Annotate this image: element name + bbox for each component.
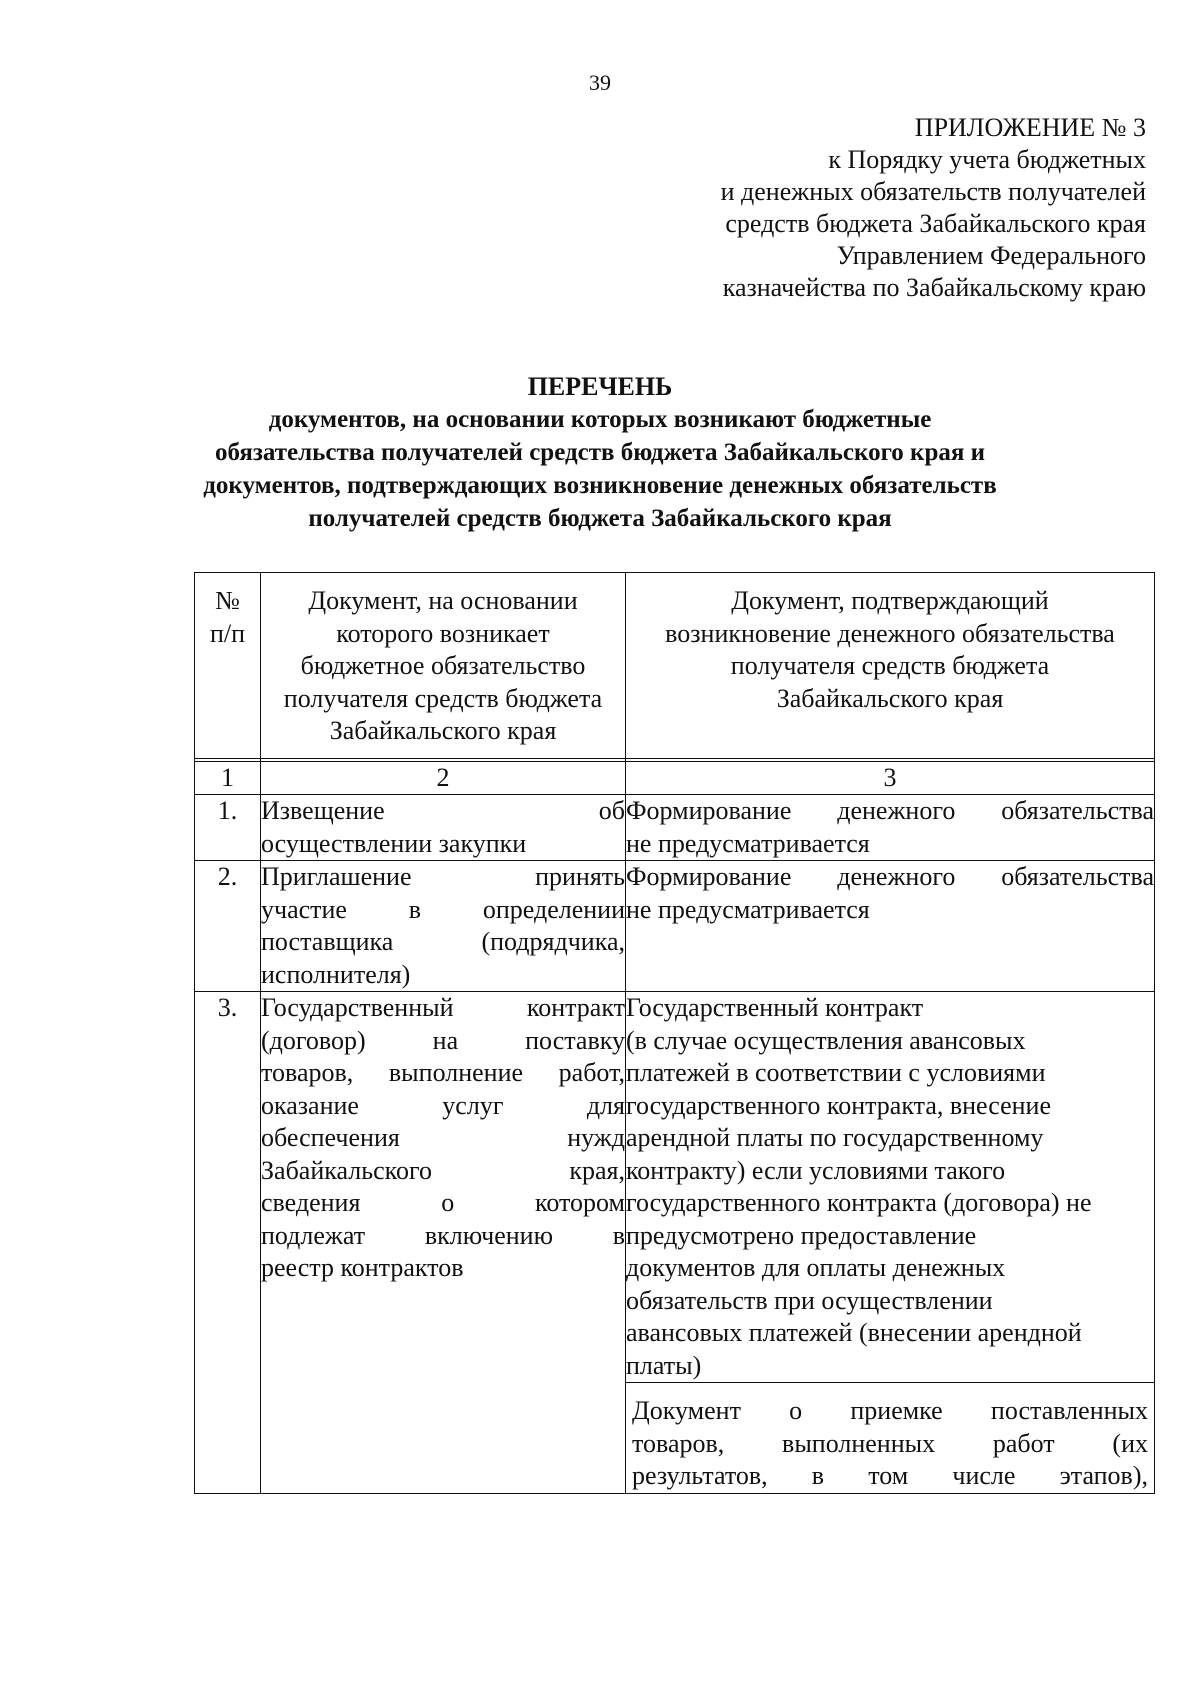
appendix-line: ПРИЛОЖЕНИЕ № 3 (914, 113, 1146, 142)
cell-text: государственного контракта (договора) не (626, 1188, 1092, 1217)
row-number: 3. (195, 992, 261, 1494)
basis-document-cell (261, 992, 626, 1494)
cell-text: Забайкальского края, (261, 1155, 625, 1185)
cell-text: Документ о приемке поставленных (632, 1396, 1148, 1425)
cell-text: Формирование денежного обязательства (626, 796, 1154, 825)
cell-text: Государственный контракт (626, 993, 924, 1022)
header-text: получателя средств бюджета (283, 683, 603, 713)
header-text: получателя средств бюджета (730, 651, 1050, 680)
column-number: 1 (195, 761, 261, 795)
header-cell-basis-document (261, 573, 626, 759)
column-number-row (195, 761, 1155, 795)
cell-text: осуществлении закупки (261, 828, 527, 858)
cell-text: товаров, выполнение работ, (261, 1058, 625, 1087)
header-text: п/п (209, 618, 246, 648)
row-number: 2. (195, 861, 261, 992)
column-number: 3 (626, 761, 1155, 795)
header-cell-number (195, 573, 261, 759)
cell-text: товаров, выполненных работ (их (632, 1428, 1148, 1458)
title-heading: ПЕРЕЧЕНЬ (527, 372, 673, 401)
cell-text: Государственный контракт (261, 993, 625, 1022)
cell-text: обязательств при осуществлении (626, 1285, 993, 1315)
cell-text: документов для оплаты денежных (626, 1253, 1006, 1282)
cell-text: контракту) если условиями такого (626, 1155, 1006, 1185)
header-cell-confirming-document (626, 573, 1155, 759)
confirming-document-cell (626, 1383, 1155, 1494)
header-text: Документ, подтверждающий (731, 586, 1049, 615)
cell-text: оказание услуг для (261, 1090, 625, 1120)
header-text: которого возникает (336, 618, 550, 648)
cell-text: сведения о котором (261, 1188, 625, 1217)
table-header-row (195, 573, 1155, 759)
row-number: 1. (195, 795, 261, 861)
cell-text: не предусматривается (626, 894, 870, 924)
title-line: документов, подтверждающих возникновение денежных обязательств (203, 472, 997, 499)
cell-text: реестр контрактов (261, 1253, 464, 1282)
appendix-block (721, 112, 1146, 304)
cell-text: обеспечения нужд (261, 1123, 625, 1152)
cell-text: платы) (626, 1350, 702, 1380)
cell-text: результатов, в том числе этапов), (632, 1461, 1148, 1490)
cell-text: участие в определении (261, 894, 625, 924)
appendix-line: Управлением Федерального (836, 241, 1146, 270)
basis-document-cell (261, 795, 626, 861)
cell-text: государственного контракта, внесение (626, 1090, 1052, 1120)
cell-text: не предусматривается (626, 828, 870, 858)
document-title (0, 370, 1200, 535)
title-line: обязательства получателей средств бюджета Забайкальского края и (214, 439, 986, 466)
cell-text: предусмотрено предоставление (626, 1220, 977, 1250)
cell-text: подлежат включению в (261, 1220, 625, 1250)
cell-text: (договор) на поставку (261, 1025, 625, 1055)
column-number: 2 (261, 761, 626, 795)
header-text: Забайкальского края (776, 683, 1004, 713)
appendix-line: к Порядку учета бюджетных (828, 145, 1146, 174)
documents-table (194, 572, 1155, 1494)
appendix-line: и денежных обязательств получателей (720, 177, 1146, 206)
table-row (195, 861, 1155, 992)
basis-document-cell (261, 861, 626, 992)
cell-text: (в случае осуществления авансовых (626, 1025, 1026, 1055)
header-text: № (215, 586, 240, 615)
table-row (195, 992, 1155, 1383)
cell-text: платежей в соответствии с условиями (626, 1058, 1046, 1087)
title-line: получателей средств бюджета Забайкальского края (308, 505, 892, 532)
header-text: Забайкальского края (329, 716, 557, 745)
header-text: бюджетное обязательство (300, 651, 586, 680)
appendix-line: средств бюджета Забайкальского края (725, 209, 1146, 238)
confirming-document-cell (626, 795, 1155, 861)
cell-text: Приглашение принять (261, 862, 625, 891)
cell-text: исполнителя) (261, 959, 411, 989)
cell-text: Извещение об (261, 796, 625, 825)
table-row (195, 795, 1155, 861)
confirming-document-cell (626, 861, 1155, 992)
cell-text: поставщика (подрядчика, (261, 927, 625, 956)
cell-text: авансовых платежей (внесении арендной (626, 1318, 1082, 1347)
page-number: 39 (589, 70, 611, 95)
cell-text: Формирование денежного обязательства (626, 862, 1154, 891)
header-text: Документ, на основании (308, 586, 578, 615)
title-line: документов, на основании которых возникают бюджетные (268, 406, 932, 433)
header-text: возникновение денежного обязательства (665, 618, 1115, 648)
confirming-document-cell (626, 992, 1155, 1383)
cell-text: арендной платы по государственному (626, 1123, 1044, 1152)
appendix-line: казначейства по Забайкальскому краю (722, 273, 1146, 302)
